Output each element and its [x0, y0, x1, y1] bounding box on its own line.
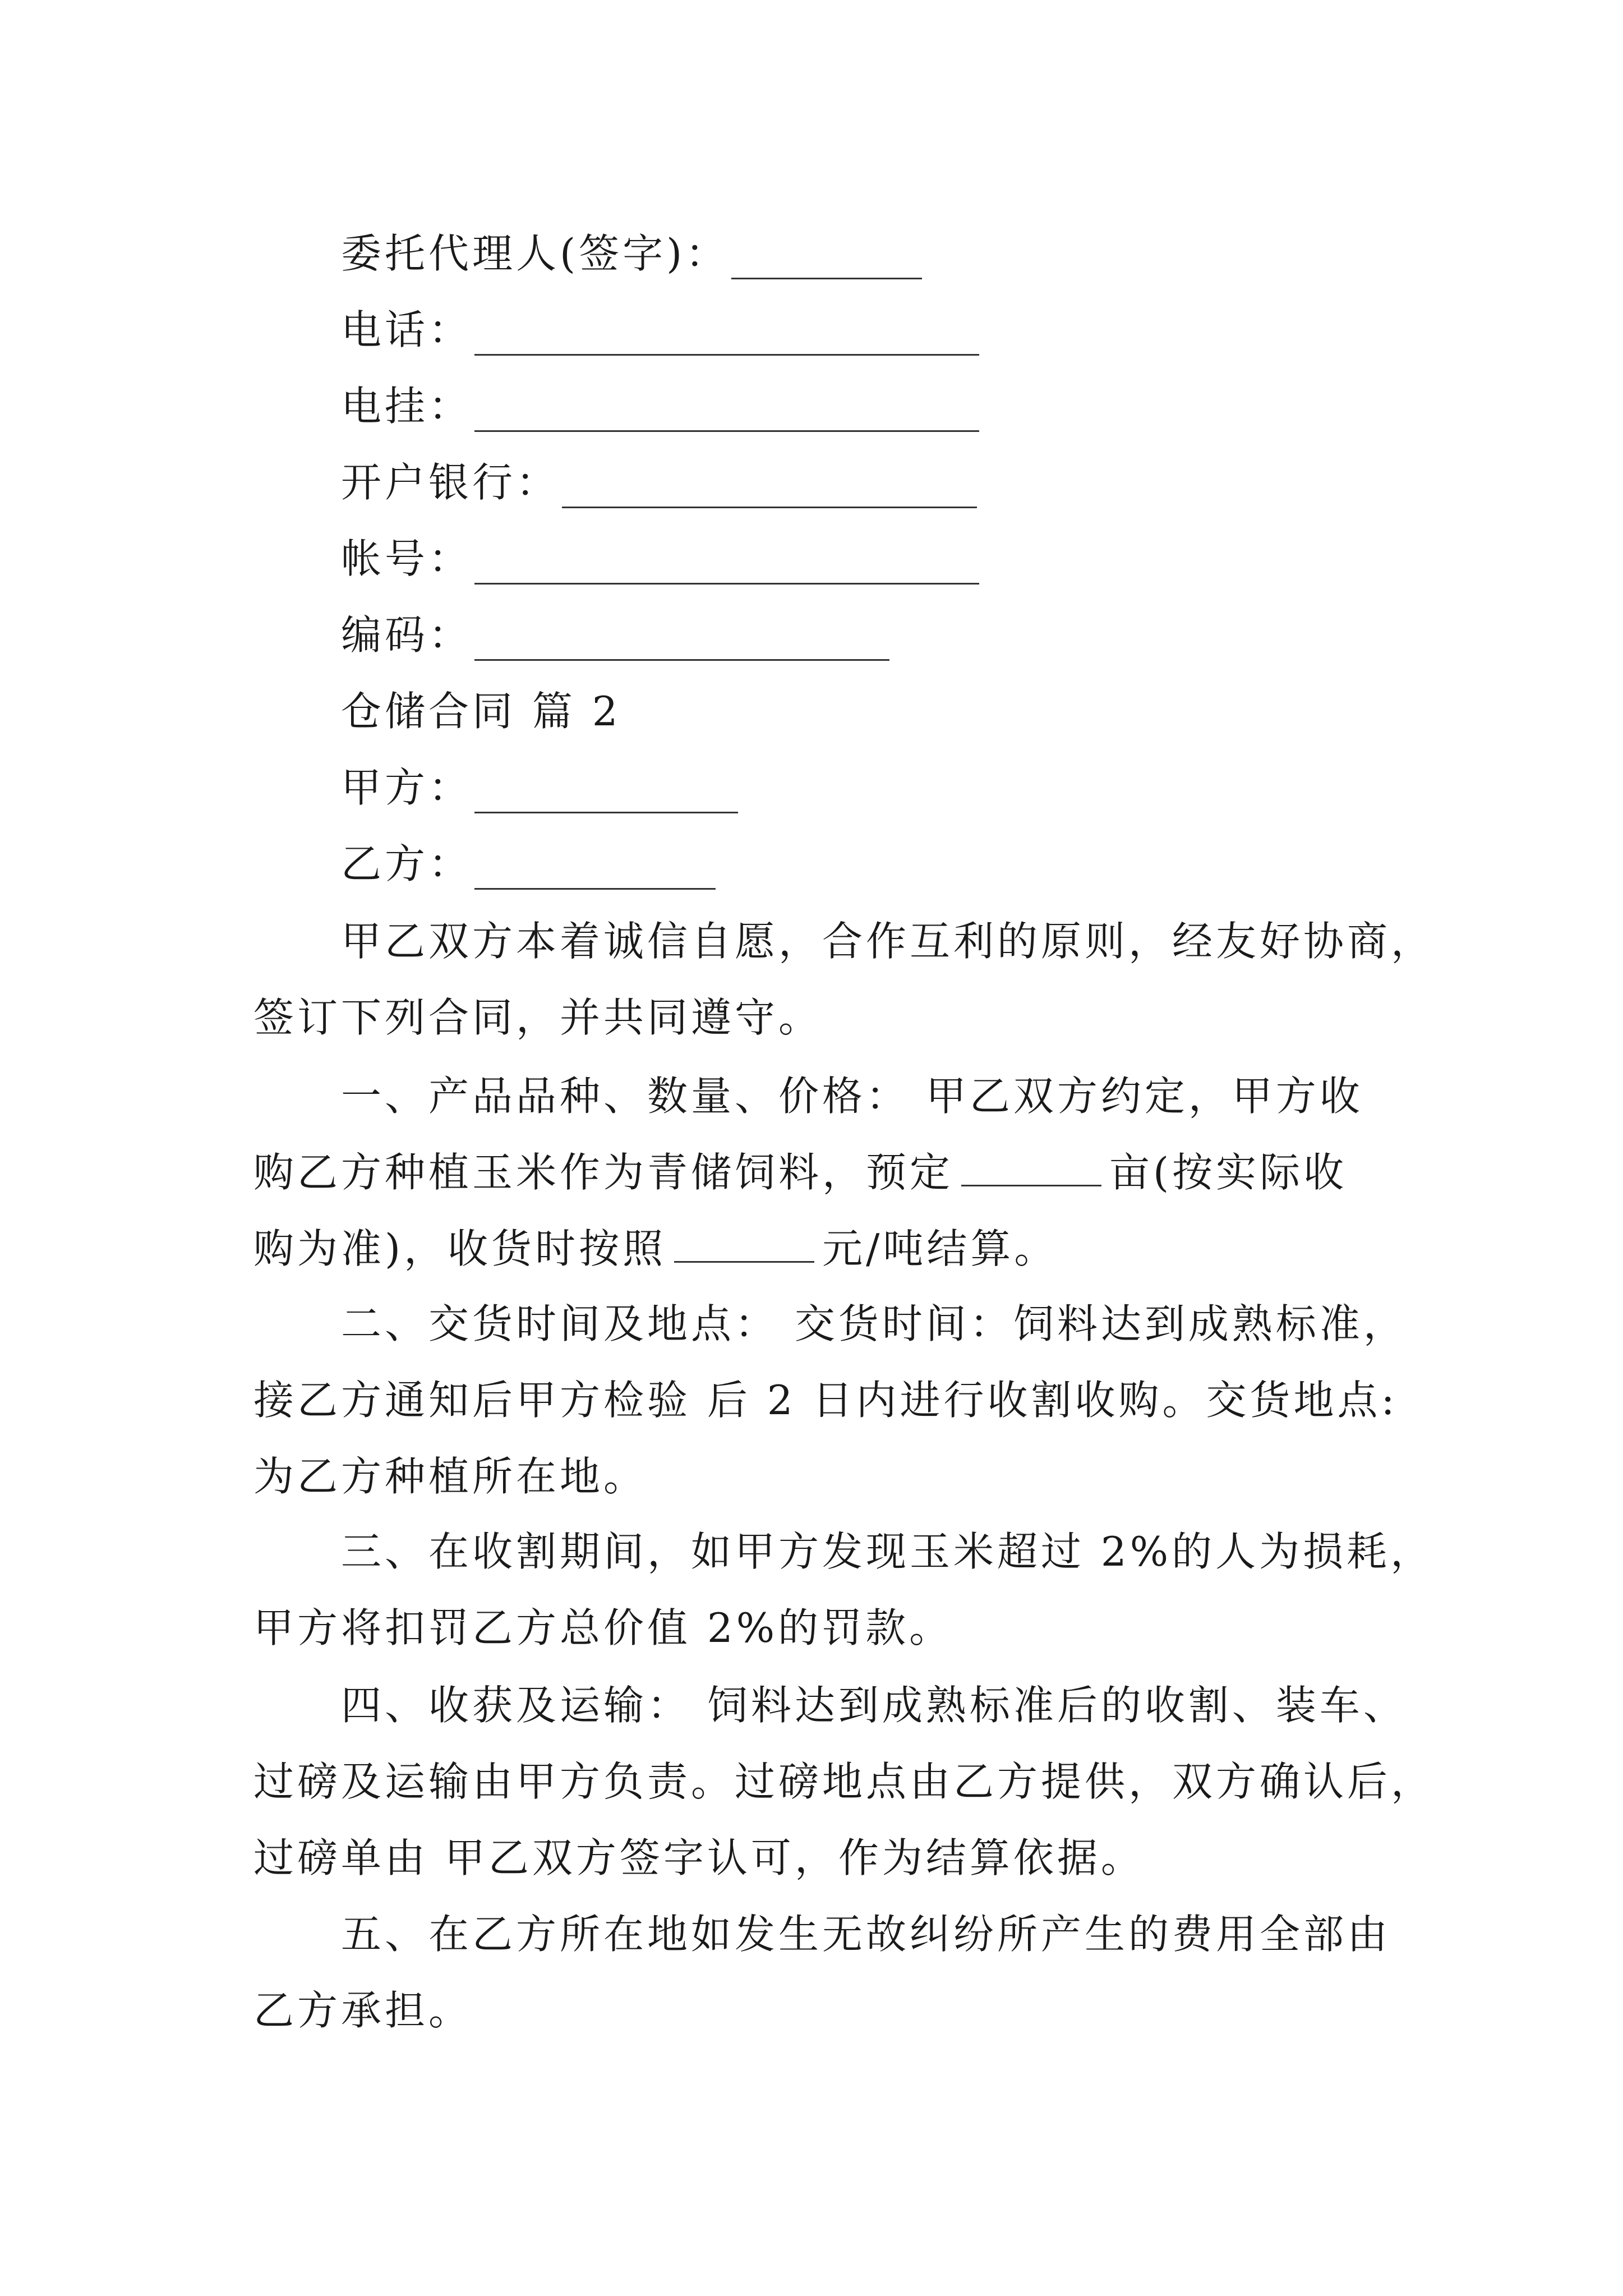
- text-segment: 元/吨结算。: [822, 1225, 1058, 1272]
- blank-line: [474, 789, 738, 813]
- blank-line: [474, 560, 979, 585]
- section-title: 仓储合同 篇 2: [341, 688, 621, 735]
- field-label: 开户银行：: [341, 459, 560, 506]
- field-agent-signature: [341, 221, 922, 279]
- paragraph-line: 乙方承担。: [253, 1987, 473, 2034]
- field-label: 委托代理人(签字)：: [341, 230, 730, 277]
- paragraph-delivery: [253, 1291, 1407, 1520]
- field-account: [341, 526, 979, 585]
- blank-line: [562, 484, 977, 508]
- blank-line: [474, 408, 979, 432]
- field-telex: [341, 374, 979, 432]
- paragraph-line: 过磅单由 甲乙双方签字认可，作为结算依据。: [253, 1834, 1145, 1881]
- blank-line: [474, 866, 716, 890]
- field-party-b: [341, 831, 716, 890]
- text-segment: 购为准)，收货时按照: [253, 1225, 667, 1272]
- paragraph-line: 为乙方种植所在地。: [253, 1453, 648, 1500]
- paragraph-line: 四、收获及运输： 饲料达到成熟标准后的收割、装车、: [341, 1682, 1407, 1729]
- paragraph-line: 二、交货时间及地点： 交货时间：饲料达到成熟标准，: [341, 1300, 1407, 1347]
- field-label: 帐号：: [341, 535, 473, 582]
- field-postcode: [341, 602, 889, 661]
- paragraph-line: 三、在收割期间，如甲方发现玉米超过 2%的人为损耗，: [341, 1528, 1435, 1575]
- paragraph-product: [253, 1064, 1386, 1292]
- blank-line: [474, 637, 889, 661]
- paragraph-line: 接乙方通知后甲方检验 后 2 日内进行收割收购。交货地点:: [253, 1377, 1398, 1424]
- text-segment: 亩(按实际收: [1109, 1149, 1348, 1196]
- paragraph-line: 过磅及运输由甲方负责。过磅地点由乙方提供，双方确认后，: [253, 1758, 1435, 1805]
- field-party-a: [341, 755, 738, 813]
- field-label: 乙方：: [341, 840, 473, 887]
- field-bank: [341, 450, 977, 508]
- paragraph-line: [253, 1140, 1386, 1216]
- paragraph-dispute: [253, 1902, 1391, 2054]
- field-phone: [341, 297, 979, 356]
- paragraph-line: 一、产品品种、数量、价格： 甲乙双方约定，甲方收: [341, 1073, 1363, 1120]
- field-label: 电话：: [341, 306, 473, 353]
- paragraph-line: 签订下列合同，并共同遵守。: [253, 994, 823, 1041]
- text-segment: 购乙方种植玉米作为青储饲料，预定: [253, 1149, 954, 1196]
- paragraph-intro: [253, 909, 1435, 1061]
- field-label: 电挂：: [341, 383, 473, 430]
- paragraph-transport: [253, 1673, 1435, 1902]
- paragraph-line: 五、在乙方所在地如发生无故纠纷所产生的费用全部由: [341, 1911, 1391, 1958]
- blank-line: [731, 255, 922, 279]
- field-label: 甲方：: [341, 764, 473, 811]
- paragraph-line: 甲方将扣罚乙方总价值 2%的罚款。: [253, 1604, 953, 1651]
- blank-line: [474, 332, 979, 356]
- blank-line: [674, 1239, 814, 1263]
- paragraph-loss: [253, 1519, 1435, 1672]
- paragraph-line: 甲乙双方本着诚信自愿，合作互利的原则，经友好协商，: [341, 918, 1435, 965]
- paragraph-line: [253, 1216, 1386, 1292]
- blank-line: [961, 1162, 1101, 1186]
- field-label: 编码：: [341, 611, 473, 659]
